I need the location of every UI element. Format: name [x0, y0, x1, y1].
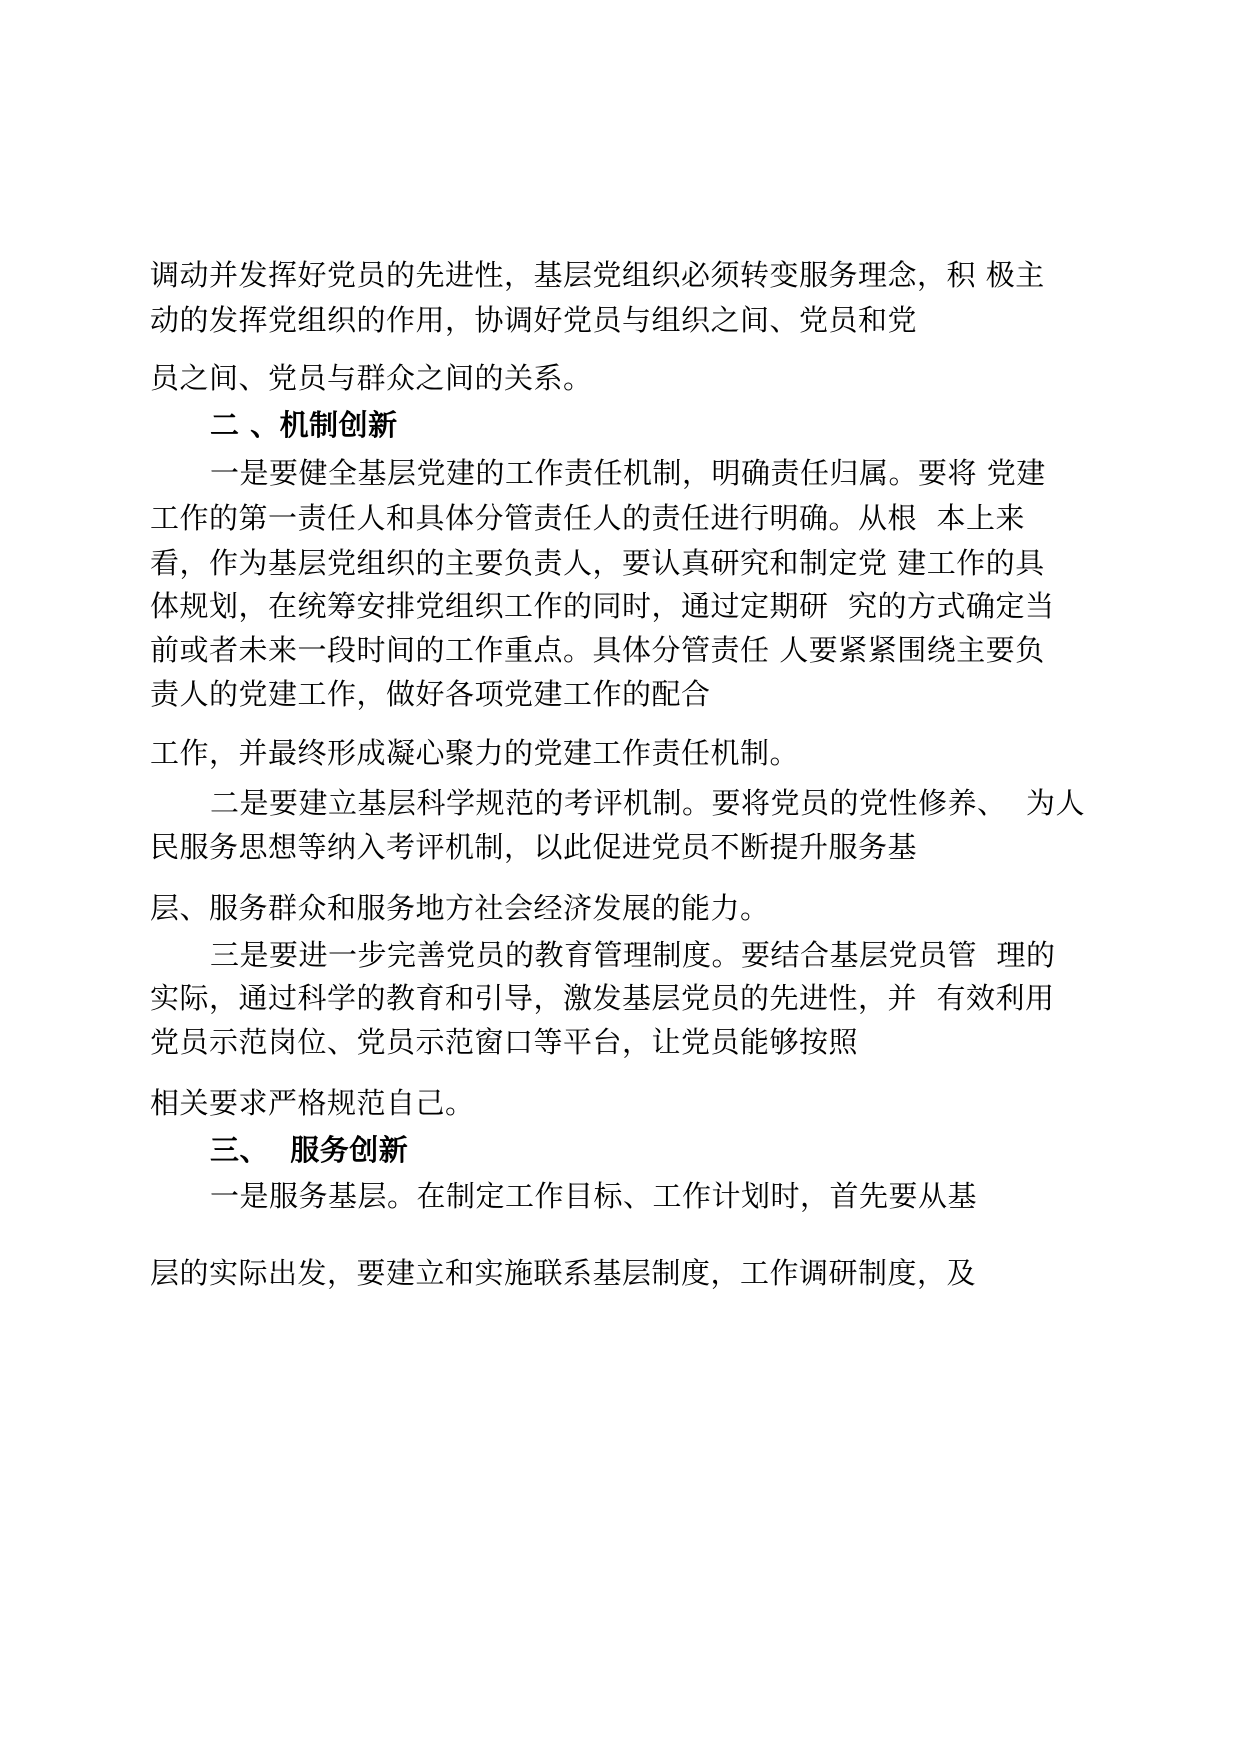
paragraph-line: 一是服务基层。在制定工作目标、工作计划时，首先要从基: [210, 1179, 978, 1213]
text-line: 层、服务群众和服务地方社会经济发展的能力。: [150, 891, 770, 925]
text-line: 民服务思想等纳入考评机制，以此促进党员不断提升服务基: [150, 830, 918, 864]
paragraph-line: 三是要进一步完善党员的教育管理制度。要结合基层党员管 理的: [210, 938, 1056, 972]
paragraph-line: 二是要建立基层科学规范的考评机制。要将党员的党性修养、 为人: [210, 786, 1085, 820]
text-line: 员之间、党员与群众之间的关系。: [150, 361, 593, 395]
text-line: 责人的党建工作，做好各项党建工作的配合: [150, 677, 711, 711]
text-line: 相关要求严格规范自己。: [150, 1086, 475, 1120]
section-heading: 三、 服务创新: [210, 1133, 409, 1167]
text-line: 工作，并最终形成凝心聚力的党建工作责任机制。: [150, 736, 800, 770]
text-line: 调动并发挥好党员的先进性，基层党组织必须转变服务理念，积 极主: [150, 258, 1045, 292]
text-line: 前或者未来一段时间的工作重点。具体分管责任 人要紧紧围绕主要负: [150, 633, 1045, 667]
text-line: 层的实际出发，要建立和实施联系基层制度，工作调研制度，及: [150, 1256, 977, 1290]
text-line: 党员示范岗位、党员示范窗口等平台，让党员能够按照: [150, 1025, 859, 1059]
text-line: 看，作为基层党组织的主要负责人，要认真研究和制定党 建工作的具: [150, 546, 1045, 580]
section-heading: 二 、机制创新: [210, 408, 398, 442]
paragraph-line: 一是要健全基层党建的工作责任机制，明确责任归属。要将 党建: [210, 456, 1046, 490]
text-line: 工作的第一责任人和具体分管责任人的责任进行明确。从根 本上来: [150, 501, 1025, 535]
text-line: 实际，通过科学的教育和引导，激发基层党员的先进性，并 有效利用: [150, 981, 1055, 1015]
text-line: 体规划，在统筹安排党组织工作的同时，通过定期研 究的方式确定当: [150, 589, 1055, 623]
text-line: 动的发挥党组织的作用，协调好党员与组织之间、党员和党: [150, 303, 918, 337]
